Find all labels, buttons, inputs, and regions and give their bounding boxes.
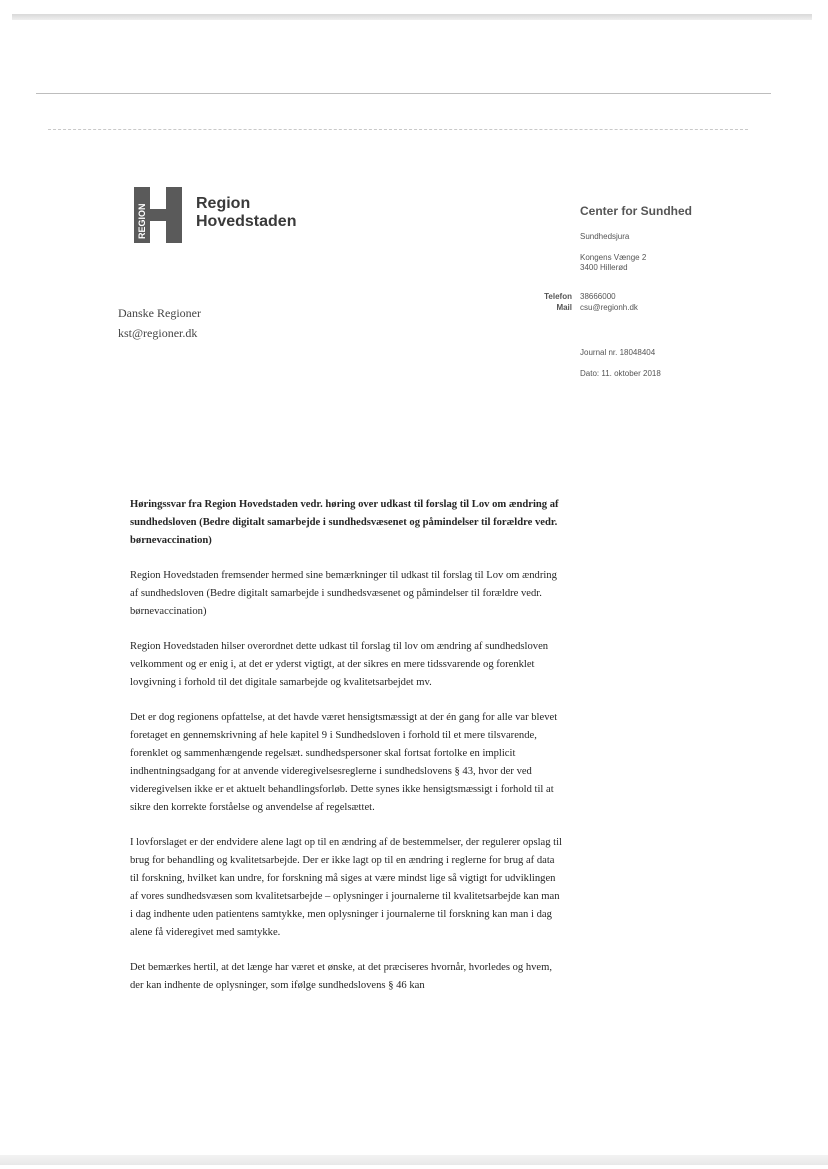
sender-address-line-1: Kongens Vænge 2 [580, 253, 647, 262]
contact-phone-row [530, 291, 638, 302]
paragraph: Region Hovedstaden fremsender hermed sine bemærkninger til udkast til forslag til Lov om ændring af sundhedsloven (Bedre digitalt samarbejde i sundhedsvæsenet og påmindelser til forældre vedr. børnevaccination) [130, 570, 557, 617]
scan-edge-bottom [0, 1155, 828, 1165]
mail-value: csu@regionh.dk [580, 303, 638, 312]
logo-wordmark [196, 195, 296, 231]
scan-artifact-line [48, 129, 748, 130]
sender-address [580, 253, 692, 273]
sender-dept: Sundhedsjura [580, 232, 630, 241]
letter-body [130, 496, 562, 1012]
logo-vertical-text: REGION [137, 203, 147, 239]
paragraph: Det er dog regionens opfattelse, at det havde været hensigtsmæssigt at der én gang for alle var blevet foretaget en gennemskrivning af hele kapitel 9 i Sundhedsloven i forhold til et mere tilsvarende, forenklet og sammenhængende regelsæt. sundhedspersoner skal fortsat fortolke en implicit indhentningsadgang for at anvende videregivelsesreglerne i sundhedslovens § 43, hvor der ved videregivelsen ikke er et aktuelt behandlingsforløb. Dette synes ikke hensigtsmæssigt i forhold til at sikre den korrekte forståelse og anvendelse af regelsættet. [130, 712, 558, 813]
logo-line-2: Hovedstaden [196, 213, 297, 230]
scan-artifact-line [36, 93, 771, 94]
region-logo [134, 187, 314, 245]
paragraph: Det bemærkes hertil, at det længe har været et ønske, at det præciseres hvornår, hvorledes og hvem, der kan indhente de oplysninger, som ifølge sundhedslovens § 46 kan [130, 962, 553, 991]
paragraph: I lovforslaget er der endvidere alene lagt op til en ændring af de bestemmelser, der regulerer opslag til brug for behandling og kvalitetsarbejde. Der er ikke lagt op til en ændring i reglerne for brug af data til forskning, hvilket kan undre, for forskning må siges at være mindst lige så vigtigt for udviklingen af vores sundhedsvæsen som kvalitetsarbejde – oplysninger i journalerne til kvalitetsarbejde kan man i dag indhente uden patientens samtykke, men oplysninger i journalerne til forskning kan man i dag alene få videregivet med samtykke. [130, 837, 562, 938]
sender-address-line-2: 3400 Hillerød [580, 263, 628, 272]
letter-subject: Høringssvar fra Region Hovedstaden vedr. høring over udkast til forslag til Lov om ændring af sundhedsloven (Bedre digitalt samarbejde i sundhedsvæsenet og påmindelser til forældre vedr. børnevaccination) [130, 499, 559, 546]
region-h-logo-icon [134, 187, 184, 243]
phone-label: Telefon [544, 292, 572, 301]
contact-block [530, 291, 638, 313]
paragraph: Region Hovedstaden hilser overordnet dette udkast til forslag til lov om ændring af sundhedsloven velkomment og er enig i, at det er yderst vigtigt, at der sikres en mere tidssvarende og forenklet lovgivning i forhold til det digitale samarbejde og kvalitetsarbejdet mv. [130, 641, 549, 688]
recipient-name: Danske Regioner [118, 306, 201, 320]
sender-org: Center for Sundhed [580, 204, 693, 218]
phone-value: 38666000 [580, 292, 616, 301]
scan-edge-top [12, 14, 812, 20]
journal-number: Journal nr. 18048404 [580, 348, 656, 357]
letter-meta [580, 348, 661, 390]
letter-date: Dato: 11. oktober 2018 [580, 369, 661, 378]
logo-line-1: Region [196, 195, 251, 212]
contact-mail-row [530, 302, 638, 313]
recipient-block [118, 303, 201, 343]
sender-block [580, 204, 692, 273]
mail-label: Mail [556, 303, 572, 312]
recipient-email: kst@regioner.dk [118, 326, 198, 340]
